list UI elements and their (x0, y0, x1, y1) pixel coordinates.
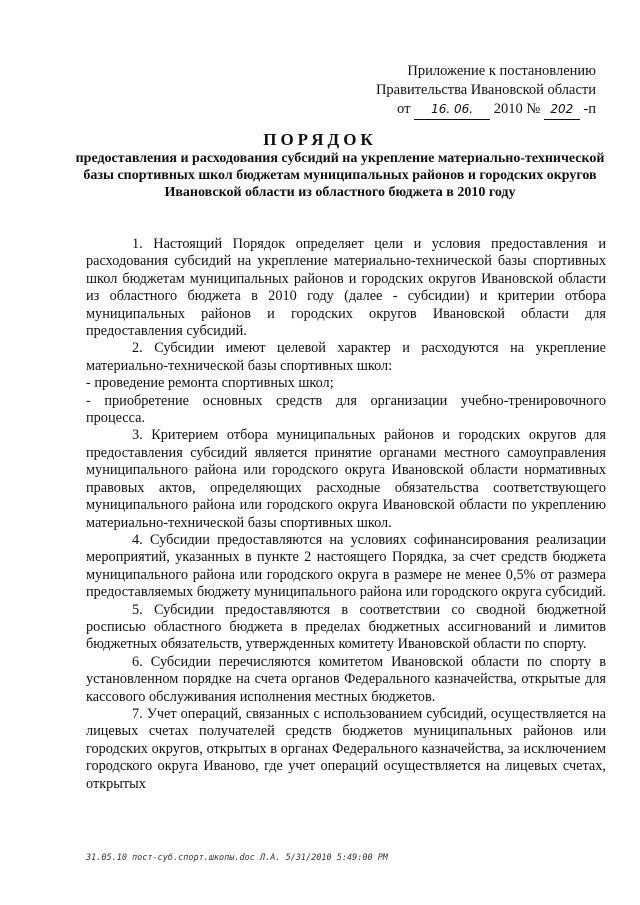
paragraph-4: 4. Субсидии предоставляются на условиях софинансирования реализации мероприятий, указанных в пункте 2 настоящего Порядка, за счет средств бюджета муниципального района или городского округа в размере не менее 0,5% от размера предоставляемых бюджету муниципального района или городского округа субсидий. (86, 531, 606, 601)
paragraph-5: 5. Субсидии предоставляются в соответствии со сводной бюджетной росписью областного бюджета в пределах бюджетных ассигнований и лимитов бюджетных обязательств, утвержденных комитету Ивановской области по спорту. (86, 601, 606, 653)
appendix-header (376, 62, 596, 120)
document-subtitle: предоставления и расходования субсидий на укрепление материально-технической базы спортивных школ бюджетам муниципальных районов и городских округов Ивановской области из областного бюджета в 2010 году (75, 151, 605, 200)
handwritten-date: 16. 06. (414, 100, 490, 120)
list-item-purchase: - приобретение основных средств для организации учебно-тренировочного процесса. (86, 392, 606, 427)
paragraph-3: 3. Критерием отбора муниципальных районов и городских округов для предоставления субсидий является принятие органами местного самоуправления муниципального района или городского округа Ивановской области нормативных правовых актов, определяющих расходные обязательства соответствующего муниципального района или городского округа Ивановской области по укреплению материально-технической базы спортивных школ. (86, 427, 606, 531)
paragraph-6: 6. Субсидии перечисляются комитетом Ивановской области по спорту в установленном порядке на счета органов Федерального казначейства, открытые для кассового обслуживания исполнения местных бюджетов. (86, 653, 606, 705)
from-label: от (397, 101, 411, 117)
number-suffix: -п (583, 101, 596, 117)
appendix-line-2: Правительства Ивановской области (375, 82, 596, 98)
document-title: ПОРЯДОК (263, 130, 377, 149)
appendix-line-1: Приложение к постановлению (407, 63, 596, 79)
file-footer: 31.05.10 пост-суб.спорт.школы.doc Л.А. 5/31/2010 5:49:00 PM (86, 853, 388, 863)
list-item-repair: - проведение ремонта спортивных школ; (86, 375, 334, 392)
paragraph-1: 1. Настоящий Порядок определяет цели и условия предоставления и расходования субсидий на укрепление материально-технической базы спортивных школ бюджетам муниципальных районов и городских округов Ивановской области из областного бюджета в 2010 году (далее - субсидии) и критерии отбора муниципальных районов и городских округов Ивановской области для предоставления субсидий. (86, 236, 606, 340)
year-number-label: 2010 № (493, 101, 541, 117)
paragraph-7: 7. Учет операций, связанных с использованием субсидий, осуществляется на лицевых счетах получателей средств бюджетов муниципальных районов или городских округов, открытых в органах Федерального казначейства, за исключением городского округа Иваново, где учет операций осуществляется на лицевых счетах, открытых (86, 705, 606, 792)
handwritten-number: 202 (544, 100, 580, 120)
appendix-date-line (376, 100, 596, 120)
paragraph-2: 2. Субсидии имеют целевой характер и расходуются на укрепление материально-технической базы спортивных школ: (86, 340, 606, 374)
document-body (86, 236, 606, 793)
